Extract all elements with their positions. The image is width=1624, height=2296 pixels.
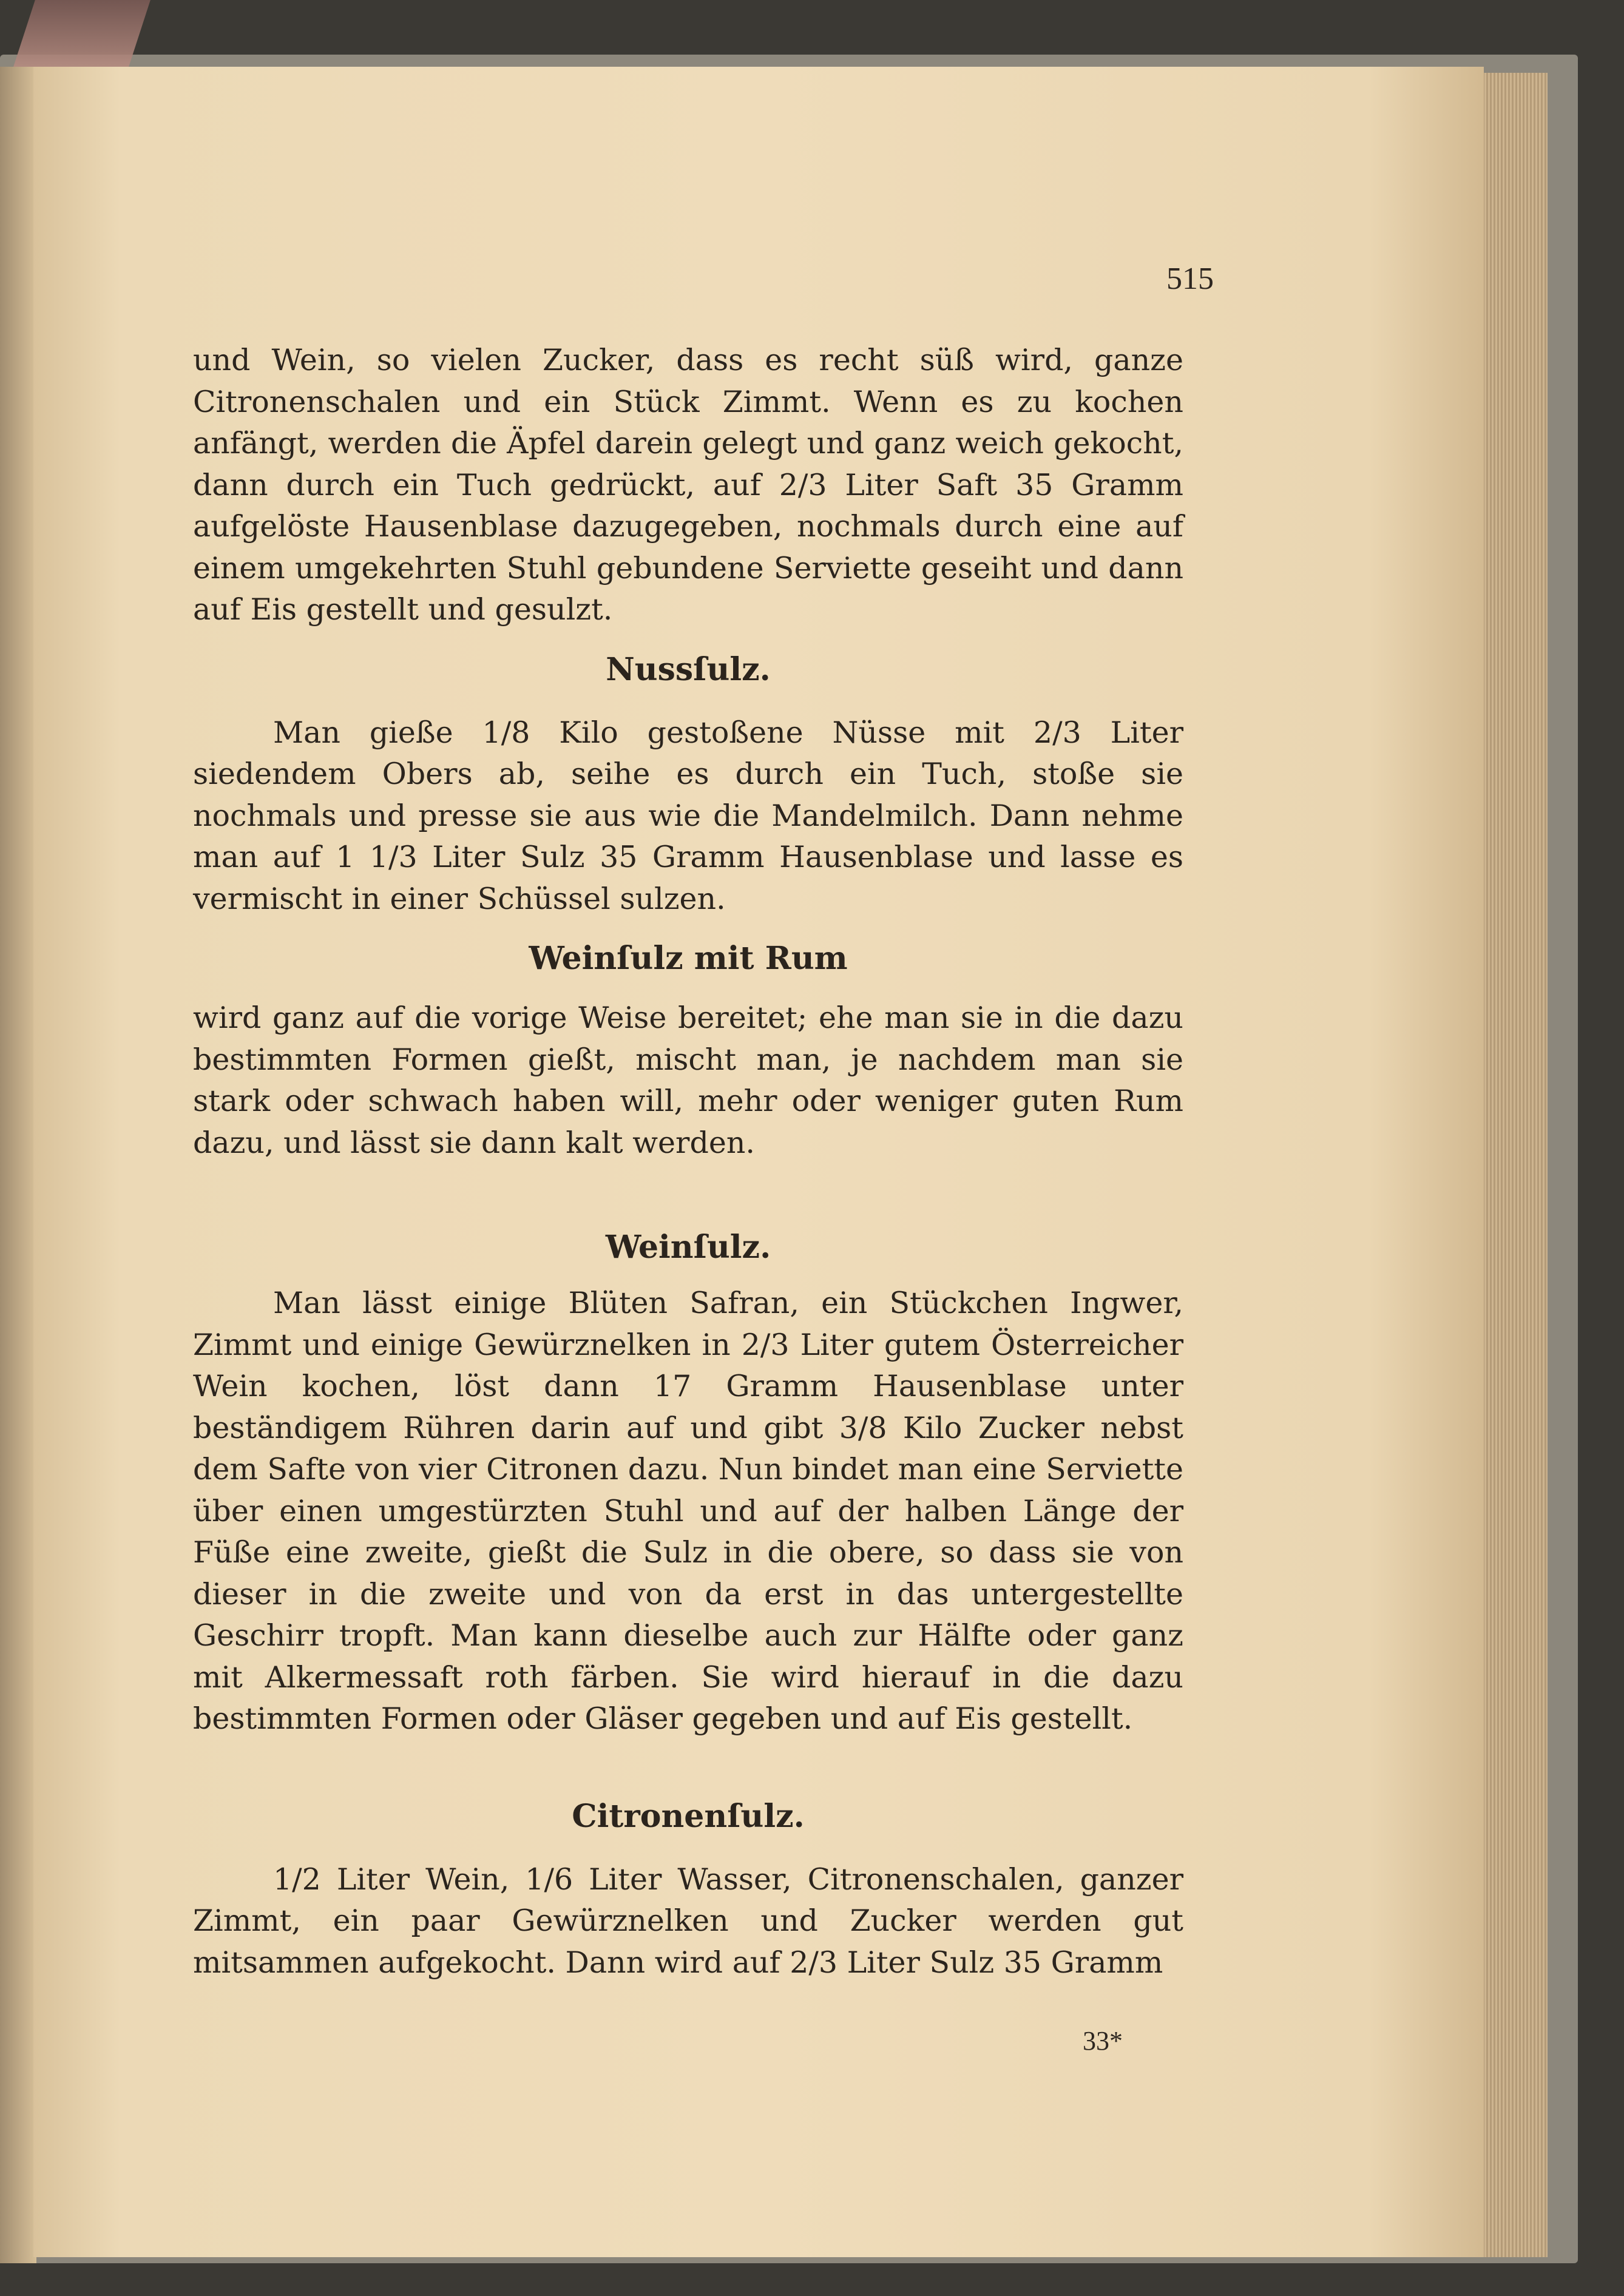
heading-nusssulz: Nussſulz.	[606, 650, 771, 688]
facing-page-edge	[0, 67, 36, 2263]
paragraph-continuation: und Wein, so vielen Zucker, dass es recht süß wird, ganze Citronenschalen und ein Stück Zimmt. Wenn es zu kochen anfängt, werden die Äpfel darein gelegt und ganz weich gekocht, dann durch ein Tuch gedrückt, auf 2/3 Liter Saft 35 Gramm aufgelöste Hausenblase dazugegeben, nochmals durch eine auf einem umgekehrten Stuhl gebundene Serviette geseiht und dann auf Eis gestellt und gesulzt.	[193, 343, 1183, 627]
bookmark-ribbon	[13, 0, 151, 67]
heading-weinsulz: Weinſulz.	[605, 1229, 771, 1266]
page-number: 515	[1166, 262, 1214, 296]
paragraph-citronensulz: 1/2 Liter Wein, 1/6 Liter Wasser, Citronenschalen, ganzer Zimmt, ein paar Gewürznelken und Zucker werden gut mitsammen aufgekocht. Dann wird auf 2/3 Liter Sulz 35 Gramm	[193, 1862, 1183, 1980]
heading-weinsulz-mit-rum: Weinſulz mit Rum	[529, 940, 848, 977]
page-stack-edge	[1481, 73, 1548, 2257]
paragraph-weinsulz-mit-rum: wird ganz auf die vorige Weise bereitet; ehe man sie in die dazu bestimmten Formen gießt, mischt man, je nachdem man sie stark oder schwach haben will, mehr oder weniger guten Rum dazu, und lässt sie dann kalt werden.	[193, 1001, 1183, 1160]
page-text	[193, 340, 1183, 1984]
paragraph-weinsulz: Man lässt einige Blüten Safran, ein Stückchen Ingwer, Zimmt und einige Gewürznelken in 2/3 Liter gutem Österreicher Wein kochen, löst dann 17 Gramm Hausenblase unter beständigem Rühren darin auf und gibt 3/8 Kilo Zucker nebst dem Safte von vier Citronen dazu. Nun bindet man eine Serviette über einen umgestürzten Stuhl und auf der halben Länge der Füße eine zweite, gießt die Sulz in die obere, so dass sie von dieser in die zweite und von da erst in das untergestellte Geschirr tropft. Man kann dieselbe auch zur Hälfte oder ganz mit Alkermessaft roth färben. Sie wird hierauf in die dazu bestimmten Formen oder Gläser gegeben und auf Eis gestellt.	[193, 1286, 1183, 1736]
heading-citronensulz: Citronenſulz.	[572, 1797, 805, 1835]
signature-mark: 33*	[1083, 2026, 1123, 2056]
paragraph-nusssulz: Man gieße 1/8 Kilo gestoßene Nüsse mit 2/3 Liter siedendem Obers ab, seihe es durch ein Tuch, stoße sie nochmals und presse sie aus wie die Mandelmilch. Dann nehme man auf 1 1/3 Liter Sulz 35 Gramm Hausenblase und lasse es vermischt in einer Schüssel sulzen.	[193, 715, 1183, 916]
